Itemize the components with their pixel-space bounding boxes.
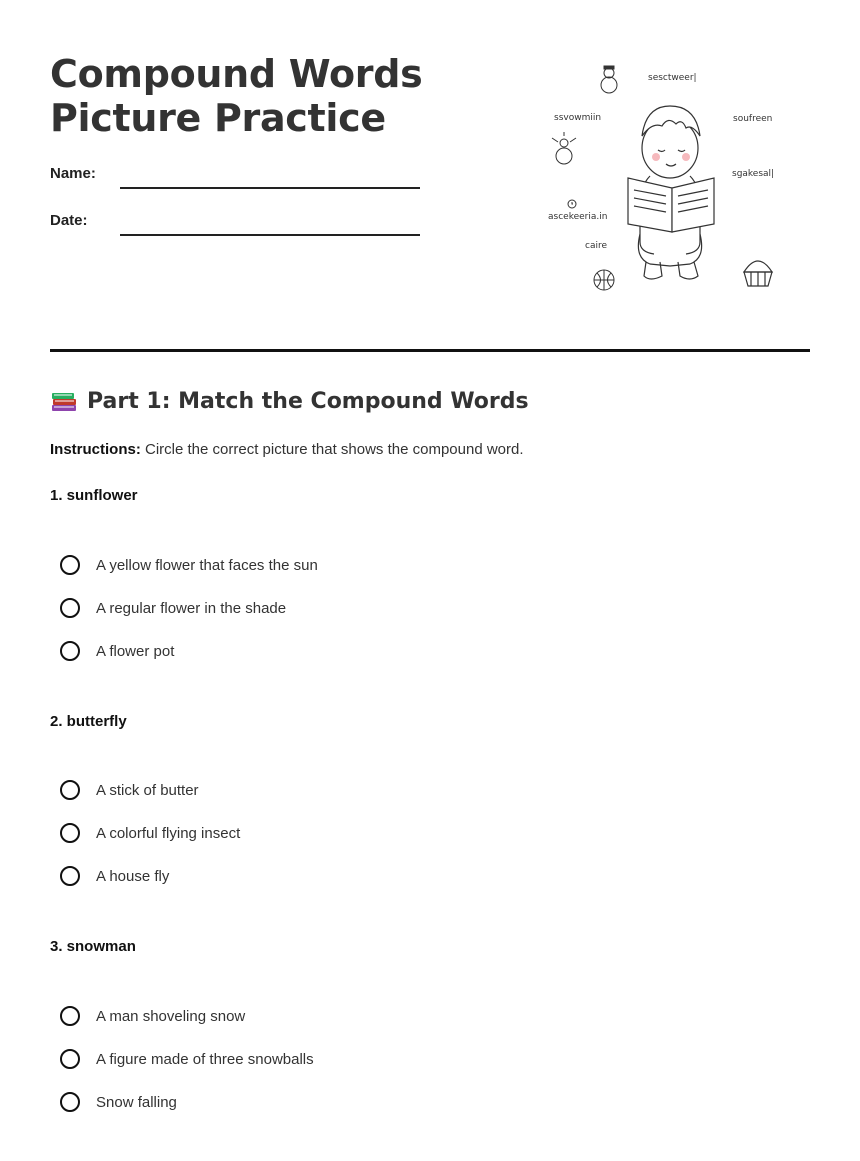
title-line-2: Picture Practice (50, 96, 386, 140)
option-text: A house fly (96, 867, 170, 885)
illustration-word-2: ssvowmiin (554, 113, 602, 123)
worksheet-illustration (540, 58, 790, 298)
radio-circle[interactable] (60, 641, 80, 661)
instructions (50, 441, 524, 458)
cupcake-icon (744, 261, 772, 286)
section-divider (50, 349, 810, 352)
option-text: A yellow flower that faces the sun (96, 556, 318, 574)
option-text: A figure made of three snowballs (96, 1050, 314, 1068)
option-text: A flower pot (96, 642, 175, 660)
radio-circle[interactable] (60, 780, 80, 800)
snowman-icon (601, 66, 617, 93)
question-3-option-2[interactable] (60, 1047, 314, 1071)
question-2-option-1[interactable] (60, 778, 199, 802)
illustration-word-1: sesctweer| (648, 73, 697, 83)
instructions-text: Circle the correct picture that shows the compound word. (140, 441, 524, 458)
part-1-title (50, 388, 529, 414)
page-title (50, 52, 422, 140)
part-1-title-text: Part 1: Match the Compound Words (87, 388, 529, 414)
option-text: A man shoveling snow (96, 1007, 246, 1025)
illustration-word-4: sgakesal| (732, 169, 775, 179)
question-2-option-3[interactable] (60, 864, 169, 888)
name-field[interactable] (120, 187, 420, 189)
option-text: A colorful flying insect (96, 824, 241, 842)
illustration-word-6: caire (585, 241, 608, 251)
question-2-label: 2. butterfly (50, 713, 127, 730)
question-1-option-1[interactable] (60, 553, 318, 577)
option-text: A stick of butter (96, 781, 199, 799)
radio-circle[interactable] (60, 823, 80, 843)
question-1-option-3[interactable] (60, 639, 174, 663)
boy-reading-book (628, 106, 714, 279)
illustration-word-3: soufreen (733, 114, 773, 124)
question-3-option-1[interactable] (60, 1004, 245, 1028)
radio-circle[interactable] (60, 866, 80, 886)
title-line-1: Compound Words (50, 52, 423, 96)
question-3-option-3[interactable] (60, 1090, 177, 1114)
date-field[interactable] (120, 234, 420, 236)
name-label: Name: (50, 165, 96, 182)
books-icon (50, 388, 78, 414)
option-text: A regular flower in the shade (96, 599, 287, 617)
clock-icon (568, 200, 576, 208)
illustration-word-5: ascekeeria.in (548, 212, 608, 222)
snowflake-icon (552, 132, 576, 164)
question-1-option-2[interactable] (60, 596, 286, 620)
basketball-icon (594, 270, 614, 290)
radio-circle[interactable] (60, 1049, 80, 1069)
question-1-label: 1. sunflower (50, 487, 138, 504)
question-2-option-2[interactable] (60, 821, 240, 845)
radio-circle[interactable] (60, 1092, 80, 1112)
radio-circle[interactable] (60, 1006, 80, 1026)
radio-circle[interactable] (60, 598, 80, 618)
radio-circle[interactable] (60, 555, 80, 575)
option-text: Snow falling (96, 1093, 177, 1111)
date-label: Date: (50, 212, 88, 229)
instructions-label: Instructions: (50, 441, 141, 458)
question-3-label: 3. snowman (50, 938, 136, 955)
